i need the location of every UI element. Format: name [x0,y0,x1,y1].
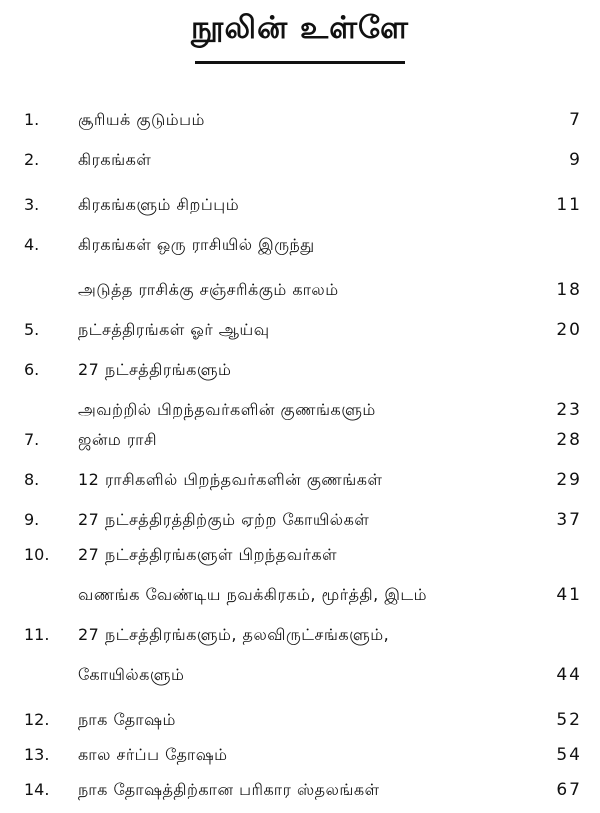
entry-page: 11 [556,195,582,215]
toc-entry-8[interactable] [0,465,600,495]
entry-page: 23 [556,400,582,420]
entry-title: நட்சத்திரங்கள் ஓர் ஆய்வு [78,320,270,339]
entry-number: 3. [24,195,40,214]
entry-title: ஜன்ம ராசி [78,430,157,449]
page-title: நூலின் உள்ளே [190,10,410,46]
entry-title-continued: அவற்றில் பிறந்தவர்களின் குணங்களும் [78,400,376,419]
entry-number: 10. [24,545,50,564]
entry-number: 12. [24,710,50,729]
title-underline [195,61,405,64]
entry-page: 54 [556,745,582,765]
toc-entry-2[interactable] [0,145,600,175]
entry-page: 20 [556,320,582,340]
toc-entry-3[interactable] [0,190,600,220]
entry-title-continued: கோயில்களும் [78,665,185,684]
entry-title: 27 நட்சத்திரங்களுள் பிறந்தவர்கள் [78,545,338,564]
entry-number: 11. [24,625,50,644]
entry-title: 27 நட்சத்திரங்களும், தலவிருட்சங்களும், [78,625,390,644]
entry-page: 37 [556,510,582,530]
entry-title: கிரகங்கள் [78,150,152,169]
entry-title: கால சர்ப்ப தோஷம் [78,745,228,764]
entry-page: 67 [556,780,582,800]
entry-title: கிரகங்கள் ஒரு ராசியில் இருந்து [78,235,315,254]
entry-number: 8. [24,470,40,489]
toc-entry-12[interactable] [0,705,600,735]
entry-title: சூரியக் குடும்பம் [78,110,205,129]
entry-title: 27 நட்சத்திரங்களும் [78,360,232,379]
entry-number: 7. [24,430,40,449]
toc-entry-13[interactable] [0,740,600,770]
entry-number: 1. [24,110,40,129]
entry-title: நாக தோஷம் [78,710,176,729]
entry-number: 14. [24,780,50,799]
toc-entry-10-continued[interactable] [0,580,600,610]
toc-entry-1[interactable] [0,105,600,135]
entry-number: 13. [24,745,50,764]
toc-entry-14[interactable] [0,775,600,805]
entry-page: 29 [556,470,582,490]
entry-title: 27 நட்சத்திரத்திற்கும் ஏற்ற கோயில்கள் [78,510,370,529]
toc-entry-9[interactable] [0,505,600,535]
entry-number: 6. [24,360,40,379]
entry-page: 52 [556,710,582,730]
entry-page: 28 [556,430,582,450]
toc-entry-5[interactable] [0,315,600,345]
entry-page: 18 [556,280,582,300]
entry-page: 41 [556,585,582,605]
toc-entry-4-continued[interactable] [0,275,600,305]
entry-title-continued: அடுத்த ராசிக்கு சஞ்சரிக்கும் காலம் [78,280,339,299]
entry-number: 2. [24,150,40,169]
entry-title: கிரகங்களும் சிறப்பும் [78,195,240,214]
toc-entry-10[interactable] [0,540,600,570]
entry-title: 12 ராசிகளில் பிறந்தவர்களின் குணங்கள் [78,470,383,489]
toc-entry-11-continued[interactable] [0,660,600,690]
toc-entry-11[interactable] [0,620,600,650]
entry-page: 9 [569,150,582,170]
entry-number: 9. [24,510,40,529]
entry-page: 7 [569,110,582,130]
entry-title: நாக தோஷத்திற்கான பரிகார ஸ்தலங்கள் [78,780,380,799]
toc-entry-4[interactable] [0,230,600,260]
entry-title-continued: வணங்க வேண்டிய நவக்கிரகம், மூர்த்தி, இடம் [78,585,427,604]
toc-entry-6-continued[interactable] [0,395,600,425]
entry-number: 4. [24,235,40,254]
toc-entry-6[interactable] [0,355,600,385]
entry-page: 44 [556,665,582,685]
toc-entry-7[interactable] [0,425,600,455]
entry-number: 5. [24,320,40,339]
